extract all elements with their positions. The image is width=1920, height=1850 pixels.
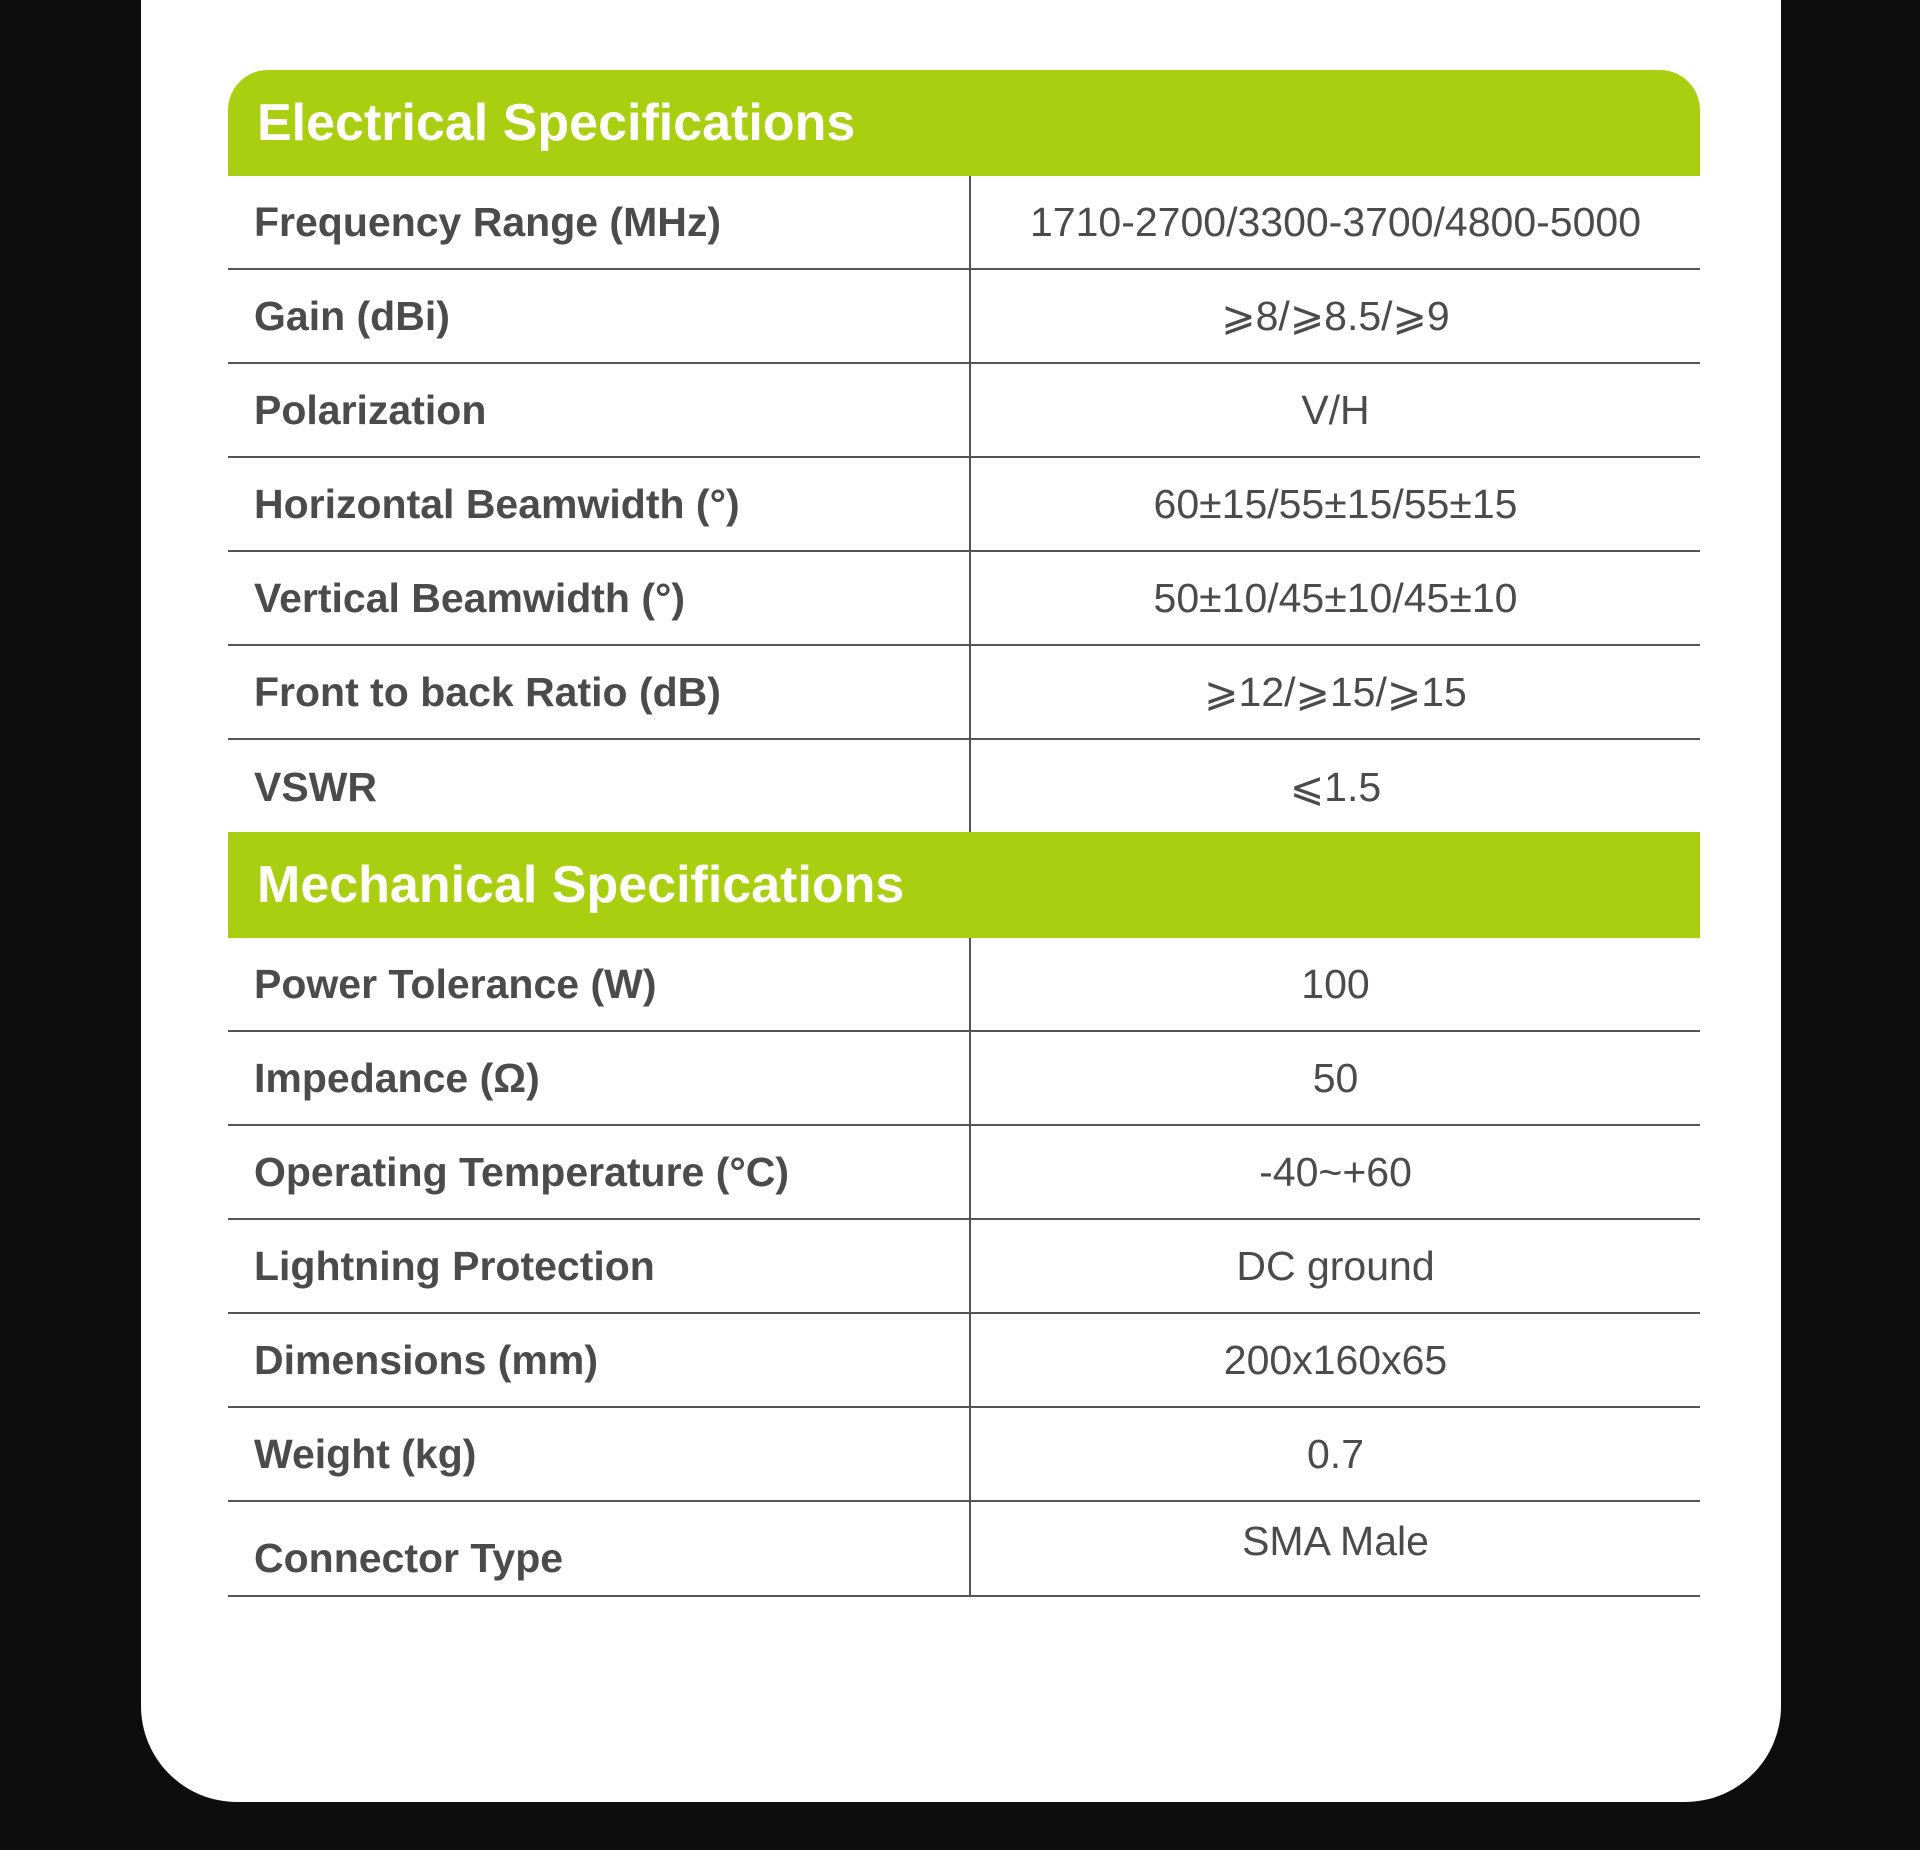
spec-row-front-to-back-ratio — [228, 646, 1700, 740]
spec-row-impedance — [228, 1032, 1700, 1126]
spec-label: Weight (kg) — [228, 1408, 971, 1500]
spec-label: Vertical Beamwidth (°) — [228, 552, 971, 644]
spec-value: ⩽1.5 — [1289, 764, 1382, 810]
spec-row-lightning-protection — [228, 1220, 1700, 1314]
spec-label: Power Tolerance (W) — [228, 938, 971, 1030]
spec-value: SMA Male — [1242, 1518, 1429, 1564]
spec-row-polarization — [228, 364, 1700, 458]
spec-value: ⩾12/⩾15/⩾15 — [1204, 669, 1467, 715]
spec-label: Dimensions (mm) — [228, 1314, 971, 1406]
spec-value: DC ground — [1236, 1242, 1435, 1289]
spec-label: Connector Type — [228, 1502, 971, 1595]
spec-row-connector-type — [228, 1502, 1700, 1597]
spec-row-vertical-beamwidth — [228, 552, 1700, 646]
spec-value: -40~+60 — [1259, 1148, 1412, 1195]
spec-label: VSWR — [228, 740, 971, 834]
spec-row-frequency-range — [228, 176, 1700, 270]
spec-value: 0.7 — [1307, 1430, 1364, 1477]
spec-value: 60±15/55±15/55±15 — [1153, 480, 1518, 527]
spec-label: Frequency Range (MHz) — [228, 176, 971, 268]
spec-value: V/H — [1301, 386, 1370, 433]
spec-value: 50 — [1312, 1054, 1359, 1101]
spec-value: 1710-2700/3300-3700/4800-5000 — [1030, 198, 1641, 245]
mechanical-specifications-table — [228, 832, 1700, 1597]
spec-label: Impedance (Ω) — [228, 1032, 971, 1124]
spec-label: Polarization — [228, 364, 971, 456]
spec-label: Horizontal Beamwidth (°) — [228, 458, 971, 550]
spec-label: Operating Temperature (°C) — [228, 1126, 971, 1218]
electrical-specifications-table — [228, 70, 1700, 834]
spec-row-gain — [228, 270, 1700, 364]
spec-value: ⩾8/⩾8.5/⩾9 — [1221, 293, 1450, 339]
spec-label: Gain (dBi) — [228, 270, 971, 362]
spec-label: Lightning Protection — [228, 1220, 971, 1312]
spec-row-operating-temperature — [228, 1126, 1700, 1220]
spec-label: Front to back Ratio (dB) — [228, 646, 971, 738]
mechanical-specifications-header: Mechanical Specifications — [228, 832, 1700, 938]
spec-value: 200x160x65 — [1223, 1336, 1448, 1383]
spec-row-weight — [228, 1408, 1700, 1502]
spec-row-horizontal-beamwidth — [228, 458, 1700, 552]
spec-row-vswr — [228, 740, 1700, 834]
electrical-specifications-header: Electrical Specifications — [228, 70, 1700, 176]
spec-row-power-tolerance — [228, 938, 1700, 1032]
spec-value: 100 — [1301, 960, 1370, 1007]
spec-row-dimensions — [228, 1314, 1700, 1408]
spec-value: 50±10/45±10/45±10 — [1153, 574, 1518, 621]
